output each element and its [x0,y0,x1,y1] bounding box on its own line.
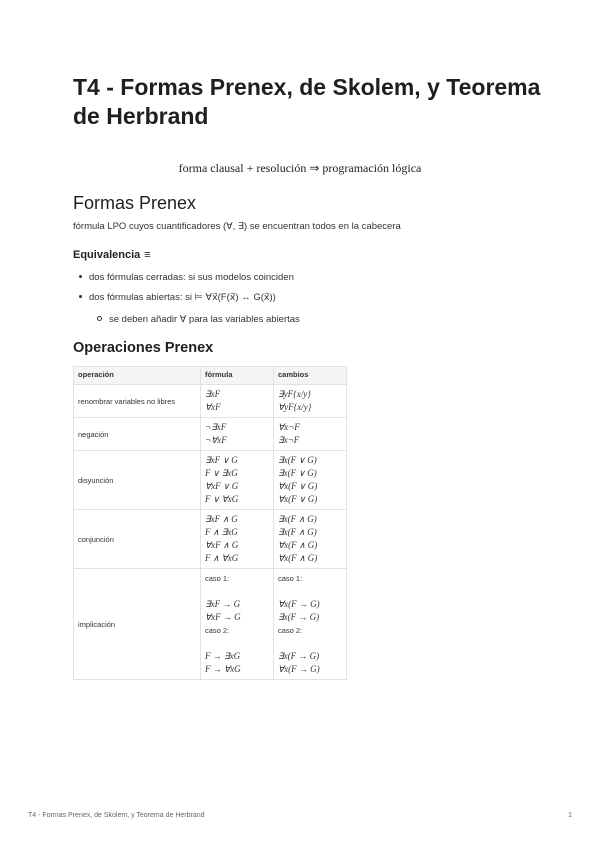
case-label: caso 2: [278,626,303,635]
changes-line: ∃x(F ∧ G) [278,514,317,524]
changes-line: ∀yF{x/y} [278,402,312,412]
changes-line: ∀x(F ∧ G) [278,553,318,563]
operation-cell: renombrar variables no libres [74,385,201,418]
equivalence-symbol: ≡ [144,249,151,261]
formula-line: F → ∃xG [205,651,241,661]
section-heading-prenex: Formas Prenex [73,193,197,213]
spacer [278,637,342,650]
formula-line: ∀xF ∨ G [205,481,239,491]
case-label: caso 2: [205,626,230,635]
list-item [79,292,276,303]
bullet-dot-icon [79,275,82,278]
list-item-text: dos fórmulas cerradas: si sus modelos coinciden [89,272,294,283]
changes-cell [274,451,347,510]
formula-line: ∃xF ∨ G [205,455,238,465]
prenex-description: fórmula LPO cuyos cuantificadores (∀, ∃) se encuentran todos en la cabecera [73,221,401,232]
changes-line: ∃yF{x/y} [278,389,311,399]
formula-line: F ∧ ∀xG [205,553,239,563]
table-row [74,385,347,418]
changes-line: ∃x(F ∨ G) [278,455,317,465]
table-row [74,418,347,451]
changes-line: ∀x(F → G) [278,599,320,609]
formula-line: ∀xF [205,402,221,412]
column-header-changes: cambios [274,367,347,385]
operation-cell: implicación [74,569,201,680]
formula-cell [201,418,274,451]
changes-line: ∃x(F → G) [278,612,320,622]
formula-line: ¬∀xF [205,435,227,445]
bullet-dot-icon [79,295,82,298]
changes-cell [274,418,347,451]
formula-cell [201,569,274,680]
formula-line: ∃xF [205,389,221,399]
operation-cell: disyunción [74,451,201,510]
changes-line: ∀x(F ∧ G) [278,540,318,550]
changes-line: ∃x(F ∨ G) [278,468,317,478]
list-item [79,272,294,283]
column-header-formula: fórmula [201,367,274,385]
formula-line: F ∨ ∃xG [205,468,238,478]
sub-list-item [97,314,300,325]
changes-line: ∃x¬F [278,435,300,445]
formula-line: F → ∀xG [205,664,241,674]
changes-line: ∃x(F → G) [278,651,320,661]
case-label: caso 1: [278,574,303,583]
changes-cell [274,569,347,680]
formula-cell [201,510,274,569]
changes-cell [274,385,347,418]
list-item-text: dos fórmulas abiertas: si ⊨ ∀x⃗(F(x⃗) ↔ G(x⃗)) [89,292,276,303]
spacer [205,637,269,650]
operations-table [73,366,347,680]
table-row [74,569,347,680]
spacer [205,585,269,598]
formula-cell [201,385,274,418]
changes-line: ∀x(F → G) [278,664,320,674]
footer-page-number: 1 [568,812,572,819]
formula-line: ∀xF → G [205,612,241,622]
footer-title: T4 - Formas Prenex, de Skolem, y Teorema de Herbrand [28,812,205,819]
page-title: T4 - Formas Prenex, de Skolem, y Teorema de Herbrand [73,74,541,129]
changes-line: ∀x¬F [278,422,300,432]
changes-line: ∃x(F ∧ G) [278,527,317,537]
changes-cell [274,510,347,569]
bullet-circle-icon [97,316,102,321]
table-header-row [74,367,347,385]
formula-line: F ∨ ∀xG [205,494,239,504]
spacer [278,585,342,598]
table-row [74,510,347,569]
section-heading-operations: Operaciones Prenex [73,340,214,356]
formula-cell [201,451,274,510]
operation-cell: negación [74,418,201,451]
changes-line: ∀x(F ∨ G) [278,494,318,504]
operation-cell: conjunción [74,510,201,569]
formula-line: F ∧ ∃xG [205,527,238,537]
formula-line: ∃xF → G [205,599,241,609]
formula-line: ∀xF ∧ G [205,540,239,550]
changes-line: ∀x(F ∨ G) [278,481,318,491]
formula-line: ¬∃xF [205,422,227,432]
equivalence-heading [73,249,151,261]
intro-formula: forma clausal + resolución ⇒ programación lógica [178,161,422,175]
formula-line: ∃xF ∧ G [205,514,238,524]
table-row [74,451,347,510]
equivalence-heading-label: Equivalencia [73,249,141,261]
sub-list-item-text: se deben añadir ∀ para las variables abiertas [109,314,300,325]
case-label: caso 1: [205,574,230,583]
column-header-operation: operación [74,367,201,385]
